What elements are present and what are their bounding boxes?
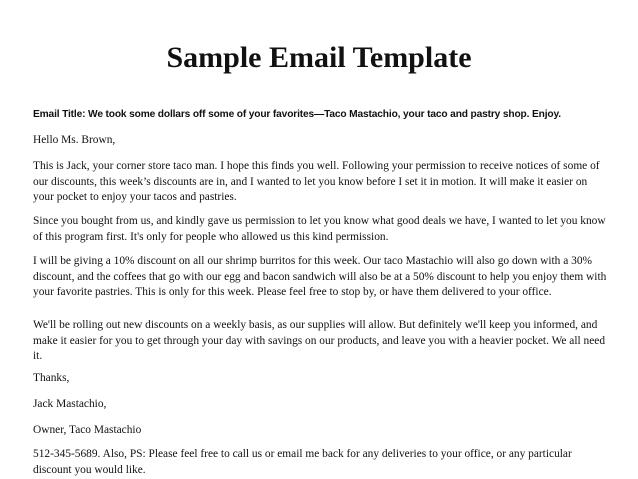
body-paragraph-permission: Since you bought from us, and kindly gave us permission to let you know what good deals we have, I wanted to let you know of this program first. It's only for people who allowed us this kind permission. [33,215,606,243]
signature-name: Jack Mastachio, [33,398,107,410]
signature-title: Owner, Taco Mastachio [33,424,142,436]
body-paragraph-weekly: We'll be rolling out new discounts on a weekly basis, as our supplies will allow. But definitely we'll keep you informed, and make it easier for you to get through your day with savings on our products, and leave you with a heavier pocket. We all need it. [33,319,606,363]
body-paragraph-discounts: I will be giving a 10% discount on all our shrimp burritos for this week. Our taco Mastachio will also go down with a 30% discount, and the coffees that go with our egg and bacon sandwich will also be at a 50% discount to help you enjoy them with your favorite pastries. This is only for this week. Please feel free to stop by, or have them delivered to your office. [33,255,607,299]
page-title: Sample Email Template [166,41,472,74]
body-paragraph-intro: This is Jack, your corner store taco man. I hope this finds you well. Following your permission to receive notices of some of our discounts, this week’s discounts are in, and I wanted to let you know before I set it in motion. It will make it easier on your pocket to enjoy your tacos and pastries. [33,160,600,204]
postscript: 512-345-5689. Also, PS: Please feel free to call us or email me back for any deliveries to your office, or any particular discount you would like. [33,448,572,476]
greeting: Hello Ms. Brown, [33,134,116,146]
email-subject-line: Email Title: We took some dollars off some of your favorites—Taco Mastachio, your taco and pastry shop. Enjoy. [33,109,561,120]
closing: Thanks, [33,372,70,384]
